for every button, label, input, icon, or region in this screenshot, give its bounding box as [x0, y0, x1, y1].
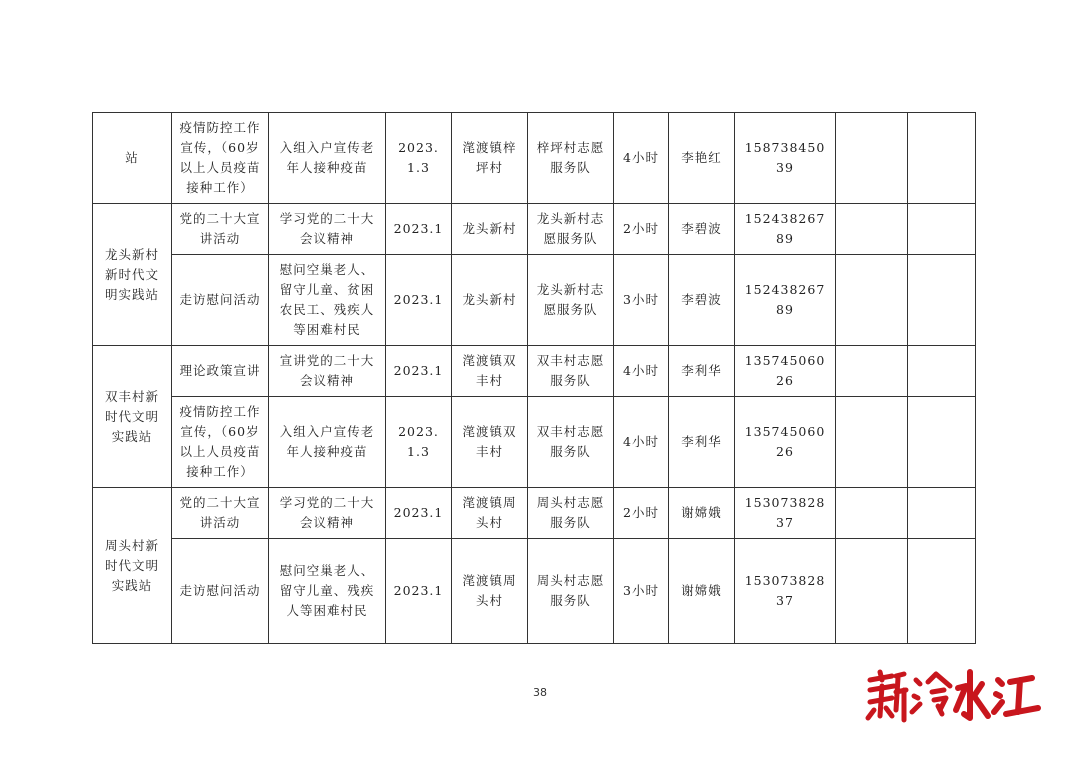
empty-cell — [836, 539, 908, 644]
empty-cell — [836, 397, 908, 488]
empty-cell — [836, 488, 908, 539]
empty-cell — [908, 204, 976, 255]
activity-cell: 疫情防控工作宣传，（60岁以上人员疫苗接种工作） — [172, 113, 269, 204]
phone-cell: 15243826789 — [735, 204, 836, 255]
table-row — [93, 397, 976, 488]
person-cell: 谢嫦娥 — [669, 488, 735, 539]
station-cell: 双丰村新时代文明实践站 — [93, 346, 172, 488]
duration-cell: 3小时 — [614, 255, 669, 346]
team-cell: 周头村志愿服务队 — [528, 539, 614, 644]
location-cell: 龙头新村 — [452, 255, 528, 346]
empty-cell — [908, 397, 976, 488]
date-cell: 2023.1 — [386, 255, 452, 346]
date-cell: 2023.1 — [386, 346, 452, 397]
station-cell: 周头村新时代文明实践站 — [93, 488, 172, 644]
table-row — [93, 113, 976, 204]
date-cell: 2023.1 — [386, 539, 452, 644]
team-cell: 梓坪村志愿服务队 — [528, 113, 614, 204]
date-cell: 2023.1.3 — [386, 113, 452, 204]
table-row — [93, 204, 976, 255]
empty-cell — [836, 255, 908, 346]
team-cell: 周头村志愿服务队 — [528, 488, 614, 539]
date-cell: 2023.1 — [386, 488, 452, 539]
duration-cell: 4小时 — [614, 113, 669, 204]
station-cell: 龙头新村新时代文明实践站 — [93, 204, 172, 346]
empty-cell — [908, 539, 976, 644]
location-cell: 滗渡镇周头村 — [452, 539, 528, 644]
person-cell: 谢嫦娥 — [669, 539, 735, 644]
location-cell: 滗渡镇双丰村 — [452, 397, 528, 488]
location-cell: 龙头新村 — [452, 204, 528, 255]
location-cell: 滗渡镇周头村 — [452, 488, 528, 539]
phone-cell: 13574506026 — [735, 346, 836, 397]
date-cell: 2023.1.3 — [386, 397, 452, 488]
activity-cell: 党的二十大宣讲活动 — [172, 204, 269, 255]
empty-cell — [908, 346, 976, 397]
duration-cell: 2小时 — [614, 204, 669, 255]
table-row — [93, 255, 976, 346]
team-cell: 双丰村志愿服务队 — [528, 397, 614, 488]
table-row — [93, 488, 976, 539]
empty-cell — [836, 346, 908, 397]
phone-cell: 15307382837 — [735, 488, 836, 539]
phone-cell: 15243826789 — [735, 255, 836, 346]
activity-cell: 走访慰问活动 — [172, 539, 269, 644]
duration-cell: 2小时 — [614, 488, 669, 539]
station-cell: 站 — [93, 113, 172, 204]
empty-cell — [908, 113, 976, 204]
activity-cell: 党的二十大宣讲活动 — [172, 488, 269, 539]
content-cell: 入组入户宣传老年人接种疫苗 — [269, 113, 386, 204]
empty-cell — [836, 113, 908, 204]
table-row — [93, 346, 976, 397]
content-cell: 宣讲党的二十大会议精神 — [269, 346, 386, 397]
duration-cell: 3小时 — [614, 539, 669, 644]
duration-cell: 4小时 — [614, 346, 669, 397]
brand-logo — [862, 666, 1042, 730]
activity-cell: 疫情防控工作宣传，（60岁以上人员疫苗接种工作） — [172, 397, 269, 488]
content-cell: 学习党的二十大会议精神 — [269, 488, 386, 539]
date-cell: 2023.1 — [386, 204, 452, 255]
person-cell: 李利华 — [669, 397, 735, 488]
empty-cell — [908, 488, 976, 539]
phone-cell: 15307382837 — [735, 539, 836, 644]
content-cell: 慰问空巢老人、留守儿童、残疾人等困难村民 — [269, 539, 386, 644]
empty-cell — [908, 255, 976, 346]
location-cell: 滗渡镇双丰村 — [452, 346, 528, 397]
table-row — [93, 539, 976, 644]
activity-table — [92, 112, 976, 644]
phone-cell: 15873845039 — [735, 113, 836, 204]
calligraphy-logo-icon — [862, 666, 1042, 730]
person-cell: 李艳红 — [669, 113, 735, 204]
content-cell: 慰问空巢老人、留守儿童、贫困农民工、残疾人等困难村民 — [269, 255, 386, 346]
person-cell: 李碧波 — [669, 255, 735, 346]
content-cell: 入组入户宣传老年人接种疫苗 — [269, 397, 386, 488]
person-cell: 李碧波 — [669, 204, 735, 255]
activity-cell: 走访慰问活动 — [172, 255, 269, 346]
team-cell: 双丰村志愿服务队 — [528, 346, 614, 397]
team-cell: 龙头新村志愿服务队 — [528, 255, 614, 346]
person-cell: 李利华 — [669, 346, 735, 397]
duration-cell: 4小时 — [614, 397, 669, 488]
page-number: 38 — [533, 686, 547, 699]
phone-cell: 13574506026 — [735, 397, 836, 488]
location-cell: 滗渡镇梓坪村 — [452, 113, 528, 204]
team-cell: 龙头新村志愿服务队 — [528, 204, 614, 255]
content-cell: 学习党的二十大会议精神 — [269, 204, 386, 255]
empty-cell — [836, 204, 908, 255]
activity-cell: 理论政策宣讲 — [172, 346, 269, 397]
